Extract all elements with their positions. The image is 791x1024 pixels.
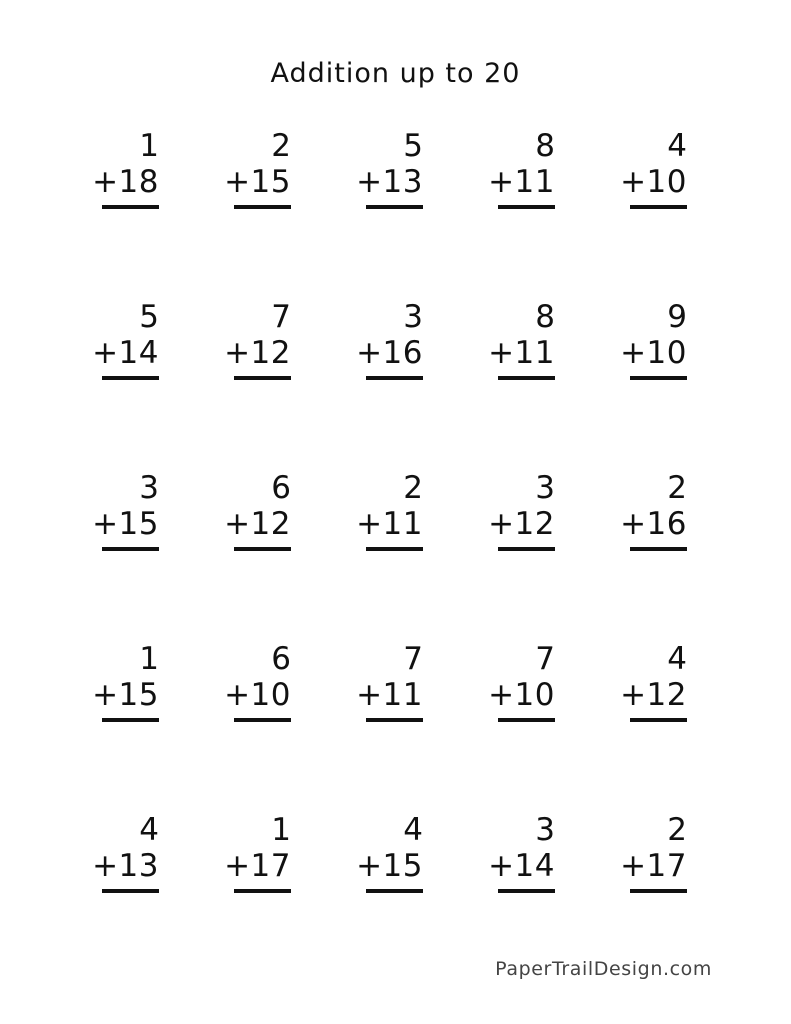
answer-line — [630, 205, 687, 209]
addend-bottom-value: 16 — [646, 506, 687, 542]
addend-bottom-value: 11 — [382, 506, 423, 542]
plus-sign: + — [356, 335, 383, 371]
addend-bottom-value: 15 — [118, 506, 159, 542]
addend-bottom — [224, 335, 291, 371]
addend-bottom-value: 12 — [250, 335, 291, 371]
answer-line — [498, 718, 555, 722]
plus-sign: + — [356, 677, 383, 713]
plus-sign: + — [620, 848, 647, 884]
addend-bottom — [488, 164, 555, 200]
addend-top: 7 — [535, 641, 555, 677]
addend-top: 3 — [403, 299, 423, 335]
plus-sign: + — [224, 848, 251, 884]
addend-top: 3 — [139, 470, 159, 506]
plus-sign: + — [224, 164, 251, 200]
answer-line — [102, 205, 159, 209]
plus-sign: + — [92, 335, 119, 371]
addend-top: 2 — [403, 470, 423, 506]
addition-problem — [92, 128, 159, 200]
addend-top: 4 — [403, 812, 423, 848]
addend-bottom — [92, 677, 159, 713]
addend-bottom-value: 15 — [382, 848, 423, 884]
addend-bottom — [488, 506, 555, 542]
addend-bottom-value: 14 — [118, 335, 159, 371]
answer-line — [234, 376, 291, 380]
addend-top: 7 — [271, 299, 291, 335]
plus-sign: + — [356, 848, 383, 884]
addend-bottom — [620, 848, 687, 884]
addend-bottom — [92, 506, 159, 542]
answer-line — [630, 889, 687, 893]
addend-top: 2 — [667, 470, 687, 506]
addend-bottom — [224, 848, 291, 884]
plus-sign: + — [488, 335, 515, 371]
addition-problem — [620, 470, 687, 542]
addend-bottom-value: 15 — [118, 677, 159, 713]
problem-grid — [92, 128, 690, 884]
answer-line — [366, 205, 423, 209]
answer-line — [102, 718, 159, 722]
addend-top: 5 — [139, 299, 159, 335]
plus-sign: + — [92, 677, 119, 713]
addend-bottom — [224, 677, 291, 713]
plus-sign: + — [488, 506, 515, 542]
addition-problem — [224, 641, 291, 713]
answer-line — [102, 889, 159, 893]
addend-bottom-value: 12 — [250, 506, 291, 542]
addend-bottom — [92, 164, 159, 200]
addend-bottom-value: 17 — [646, 848, 687, 884]
addend-bottom — [356, 164, 423, 200]
plus-sign: + — [620, 506, 647, 542]
addend-bottom — [92, 335, 159, 371]
addend-bottom — [224, 164, 291, 200]
plus-sign: + — [620, 677, 647, 713]
plus-sign: + — [92, 164, 119, 200]
addend-bottom-value: 10 — [646, 335, 687, 371]
addend-bottom-value: 12 — [514, 506, 555, 542]
plus-sign: + — [224, 677, 251, 713]
addend-top: 3 — [535, 812, 555, 848]
answer-line — [498, 889, 555, 893]
addition-problem — [620, 812, 687, 884]
answer-line — [234, 205, 291, 209]
answer-line — [366, 718, 423, 722]
answer-line — [366, 889, 423, 893]
addition-problem — [356, 641, 423, 713]
answer-line — [498, 376, 555, 380]
addition-problem — [620, 299, 687, 371]
plus-sign: + — [224, 335, 251, 371]
addend-bottom — [488, 677, 555, 713]
plus-sign: + — [488, 164, 515, 200]
addition-problem — [92, 470, 159, 542]
addition-problem — [488, 128, 555, 200]
addition-problem — [356, 299, 423, 371]
plus-sign: + — [488, 677, 515, 713]
addend-top: 1 — [271, 812, 291, 848]
addend-bottom-value: 11 — [382, 677, 423, 713]
addend-bottom-value: 13 — [382, 164, 423, 200]
addition-problem — [488, 641, 555, 713]
plus-sign: + — [224, 506, 251, 542]
plus-sign: + — [620, 335, 647, 371]
addend-top: 2 — [667, 812, 687, 848]
addition-problem — [356, 128, 423, 200]
addition-problem — [620, 128, 687, 200]
addend-top: 1 — [139, 128, 159, 164]
addend-top: 5 — [403, 128, 423, 164]
addend-bottom — [620, 677, 687, 713]
answer-line — [630, 547, 687, 551]
plus-sign: + — [92, 506, 119, 542]
addition-problem — [224, 128, 291, 200]
addition-problem — [356, 812, 423, 884]
addend-bottom — [620, 164, 687, 200]
answer-line — [366, 547, 423, 551]
addend-bottom — [356, 506, 423, 542]
addend-top: 4 — [139, 812, 159, 848]
plus-sign: + — [356, 164, 383, 200]
addend-top: 3 — [535, 470, 555, 506]
plus-sign: + — [92, 848, 119, 884]
addend-top: 6 — [271, 641, 291, 677]
answer-line — [498, 205, 555, 209]
addend-bottom-value: 17 — [250, 848, 291, 884]
addition-problem — [92, 299, 159, 371]
worksheet-title: Addition up to 20 — [270, 58, 521, 89]
addition-problem — [356, 470, 423, 542]
addend-bottom — [224, 506, 291, 542]
addition-problem — [92, 812, 159, 884]
addend-bottom-value: 16 — [382, 335, 423, 371]
answer-line — [234, 547, 291, 551]
addition-problem — [224, 470, 291, 542]
addend-top: 4 — [667, 128, 687, 164]
addition-problem — [224, 812, 291, 884]
answer-line — [102, 376, 159, 380]
answer-line — [234, 718, 291, 722]
addend-top: 4 — [667, 641, 687, 677]
addend-top: 7 — [403, 641, 423, 677]
addend-bottom — [488, 335, 555, 371]
plus-sign: + — [620, 164, 647, 200]
addend-bottom-value: 10 — [646, 164, 687, 200]
plus-sign: + — [488, 848, 515, 884]
addend-bottom-value: 11 — [514, 164, 555, 200]
addend-bottom-value: 12 — [646, 677, 687, 713]
addition-problem — [620, 641, 687, 713]
addend-bottom-value: 10 — [514, 677, 555, 713]
addend-top: 1 — [139, 641, 159, 677]
addend-bottom-value: 10 — [250, 677, 291, 713]
addend-bottom — [488, 848, 555, 884]
addend-bottom-value: 14 — [514, 848, 555, 884]
addition-problem — [488, 812, 555, 884]
addend-bottom-value: 18 — [118, 164, 159, 200]
addition-problem — [92, 641, 159, 713]
addend-top: 8 — [535, 299, 555, 335]
answer-line — [234, 889, 291, 893]
addend-top: 6 — [271, 470, 291, 506]
addend-top: 8 — [535, 128, 555, 164]
addend-bottom — [356, 335, 423, 371]
addend-bottom — [620, 506, 687, 542]
addition-problem — [224, 299, 291, 371]
addend-top: 9 — [667, 299, 687, 335]
addend-bottom — [92, 848, 159, 884]
addend-bottom — [356, 677, 423, 713]
addend-top: 2 — [271, 128, 291, 164]
plus-sign: + — [356, 506, 383, 542]
answer-line — [630, 376, 687, 380]
addend-bottom — [356, 848, 423, 884]
answer-line — [102, 547, 159, 551]
footer-credit: PaperTrailDesign.com — [495, 958, 712, 980]
addend-bottom-value: 15 — [250, 164, 291, 200]
addition-problem — [488, 470, 555, 542]
addition-problem — [488, 299, 555, 371]
addend-bottom-value: 11 — [514, 335, 555, 371]
answer-line — [498, 547, 555, 551]
answer-line — [630, 718, 687, 722]
addend-bottom-value: 13 — [118, 848, 159, 884]
addend-bottom — [620, 335, 687, 371]
answer-line — [366, 376, 423, 380]
